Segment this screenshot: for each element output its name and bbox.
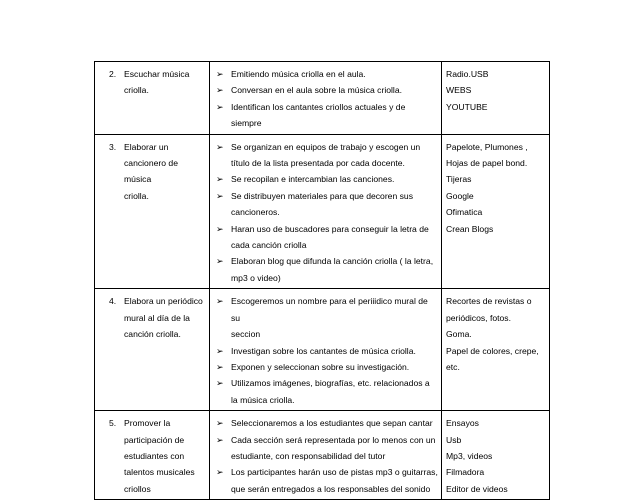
arrow-bullet-icon: ➢: [216, 296, 224, 307]
strategy-line: Utilizamos imágenes, biografías, etc. relacionados a: [231, 378, 430, 389]
activity-title-line: criollos: [124, 483, 151, 494]
activity-cell: [95, 62, 210, 135]
resources-list: [446, 66, 546, 115]
strategy-line: Se organizan en equipos de trabajo y escogen un: [231, 141, 421, 152]
table-row: [95, 134, 550, 289]
strategy-line: Exponen y seleccionan sobre su investigación.: [231, 361, 410, 372]
resource-item: Radio.USB: [446, 69, 489, 79]
activity-title-line: canción criolla.: [124, 329, 181, 340]
resource-item: Filmadora: [446, 467, 485, 478]
strategy-item: [214, 171, 438, 187]
activity-title-line: participación de: [124, 434, 185, 445]
strategy-line: que serán entregados a los responsables del sonido: [231, 483, 431, 494]
strategy-line: Cada sección será representada por lo menos con un: [231, 434, 436, 445]
resource-item: etc.: [446, 361, 460, 372]
strategy-line: Escogeremos un nombre para el periiidico mural de su: [231, 296, 428, 323]
activity-cell: [95, 289, 210, 411]
strategy-line: Conversan en el aula sobre la música criolla.: [231, 85, 403, 96]
strategy-line: Seleccionaremos a los estudiantes que sepan cantar: [231, 418, 433, 429]
arrow-bullet-icon: ➢: [216, 69, 224, 79]
strategies-list: [214, 66, 438, 132]
resources-cell: [442, 411, 550, 500]
table-row: [95, 411, 550, 500]
strategy-line: Haran uso de buscadores para conseguir la letra de: [231, 223, 429, 234]
arrow-bullet-icon: ➢: [216, 467, 224, 478]
strategy-item: [214, 415, 438, 431]
strategy-item: [214, 66, 438, 82]
activity-number: 4.: [109, 296, 117, 307]
strategy-line: siempre: [231, 118, 262, 129]
resource-item: Hojas de papel bond.: [446, 158, 528, 169]
strategy-item: [214, 432, 438, 465]
activity-number: 3.: [109, 141, 117, 152]
resource-item: WEBS: [446, 85, 472, 96]
arrow-bullet-icon: ➢: [216, 141, 224, 152]
activity-block: [99, 139, 206, 205]
strategies-list: [214, 139, 438, 287]
strategies-list: [214, 415, 438, 497]
strategy-line: seccion: [231, 329, 261, 340]
resource-item: Ensayos: [446, 418, 479, 429]
arrow-bullet-icon: ➢: [216, 174, 224, 185]
activity-number: 5.: [109, 418, 117, 429]
strategy-item: [214, 343, 438, 359]
arrow-bullet-icon: ➢: [216, 190, 224, 201]
activities-table-body: [95, 62, 550, 500]
arrow-bullet-icon: ➢: [216, 345, 224, 356]
strategy-item: [214, 253, 438, 286]
strategy-line: Se distribuyen materiales para que decoren sus: [231, 190, 414, 201]
strategy-line: Emitiendo música criolla en el aula.: [231, 69, 366, 79]
resource-item: Ofimatica: [446, 207, 483, 218]
activity-title-line: estudiantes con: [124, 450, 185, 461]
resources-list: [446, 415, 546, 497]
table-row: [95, 289, 550, 411]
strategies-cell: [210, 62, 442, 135]
strategy-item: [214, 375, 438, 408]
strategy-line: Investigan sobre los cantantes de música criolla.: [231, 345, 416, 356]
strategies-cell: [210, 134, 442, 289]
activity-title: [124, 66, 206, 99]
arrow-bullet-icon: ➢: [216, 361, 224, 372]
resource-item: Google: [446, 190, 474, 201]
strategies-cell: [210, 289, 442, 411]
activity-title-line: talentos musicales: [124, 467, 195, 478]
activity-block: [99, 293, 206, 342]
resource-item: Usb: [446, 434, 462, 445]
resource-item: Mp3, videos: [446, 450, 493, 461]
activity-title-line: cancionero de música: [124, 158, 178, 185]
arrow-bullet-icon: ➢: [216, 85, 224, 96]
activity-title-line: Promover la: [124, 418, 171, 429]
resources-list: [446, 139, 546, 237]
resources-cell: [442, 134, 550, 289]
activity-block: [99, 66, 206, 99]
strategy-item: [214, 188, 438, 221]
strategies-list: [214, 293, 438, 408]
resource-item: YOUTUBE: [446, 101, 488, 112]
strategy-item: [214, 221, 438, 254]
activity-title: [124, 139, 206, 205]
arrow-bullet-icon: ➢: [216, 101, 224, 112]
arrow-bullet-icon: ➢: [216, 223, 224, 234]
activity-title-line: Elaborar un: [124, 141, 169, 152]
strategy-item: [214, 464, 438, 497]
strategy-line: Elaboran blog que difunda la canción criolla ( la letra,: [231, 256, 434, 267]
table-row: [95, 62, 550, 135]
arrow-bullet-icon: ➢: [216, 256, 224, 267]
resource-item: periódicos, fotos.: [446, 312, 511, 323]
resources-cell: [442, 62, 550, 135]
strategy-item: [214, 82, 438, 98]
resource-item: Papelote, Plumones ,: [446, 141, 528, 152]
resource-item: Goma.: [446, 329, 472, 340]
activity-title-line: mural al día de la: [124, 312, 190, 323]
resources-cell: [442, 289, 550, 411]
resource-item: Crean Blogs: [446, 223, 494, 234]
strategy-item: [214, 99, 438, 132]
strategy-line: cada canción criolla: [231, 240, 307, 251]
strategy-item: [214, 139, 438, 172]
activity-cell: [95, 134, 210, 289]
activity-title: [124, 415, 206, 497]
arrow-bullet-icon: ➢: [216, 378, 224, 389]
resources-list: [446, 293, 546, 375]
strategy-item: [214, 359, 438, 375]
activity-title-line: Escuchar música: [124, 69, 190, 79]
strategy-line: título de la lista presentada por cada docente.: [231, 158, 405, 169]
activity-cell: [95, 411, 210, 500]
resource-item: Tijeras: [446, 174, 472, 185]
strategies-cell: [210, 411, 442, 500]
activity-title-line: Elabora un periódico: [124, 296, 203, 307]
activities-table: [94, 61, 550, 500]
activity-title-line: criolla.: [124, 190, 149, 201]
activity-number: 2.: [109, 69, 117, 79]
strategy-line: estudiante, con responsabilidad del tutor: [231, 450, 386, 461]
activity-block: [99, 415, 206, 497]
resource-item: Editor de videos: [446, 483, 508, 494]
activity-title-line: criolla.: [124, 85, 149, 96]
arrow-bullet-icon: ➢: [216, 418, 224, 429]
activity-title: [124, 293, 206, 342]
strategy-line: cancioneros.: [231, 207, 280, 218]
strategy-line: mp3 o video): [231, 272, 281, 283]
arrow-bullet-icon: ➢: [216, 434, 224, 445]
resource-item: Recortes de revistas o: [446, 296, 532, 307]
strategy-line: Se recopilan e intercambian las canciones.: [231, 174, 395, 185]
strategy-item: [214, 293, 438, 342]
strategy-line: la música criolla.: [231, 394, 295, 405]
strategy-line: Identifican los cantantes criollos actuales y de: [231, 101, 406, 112]
strategy-line: Los participantes harán uso de pistas mp3 o guitarras,: [231, 467, 438, 478]
resource-item: Papel de colores, crepe,: [446, 345, 539, 356]
